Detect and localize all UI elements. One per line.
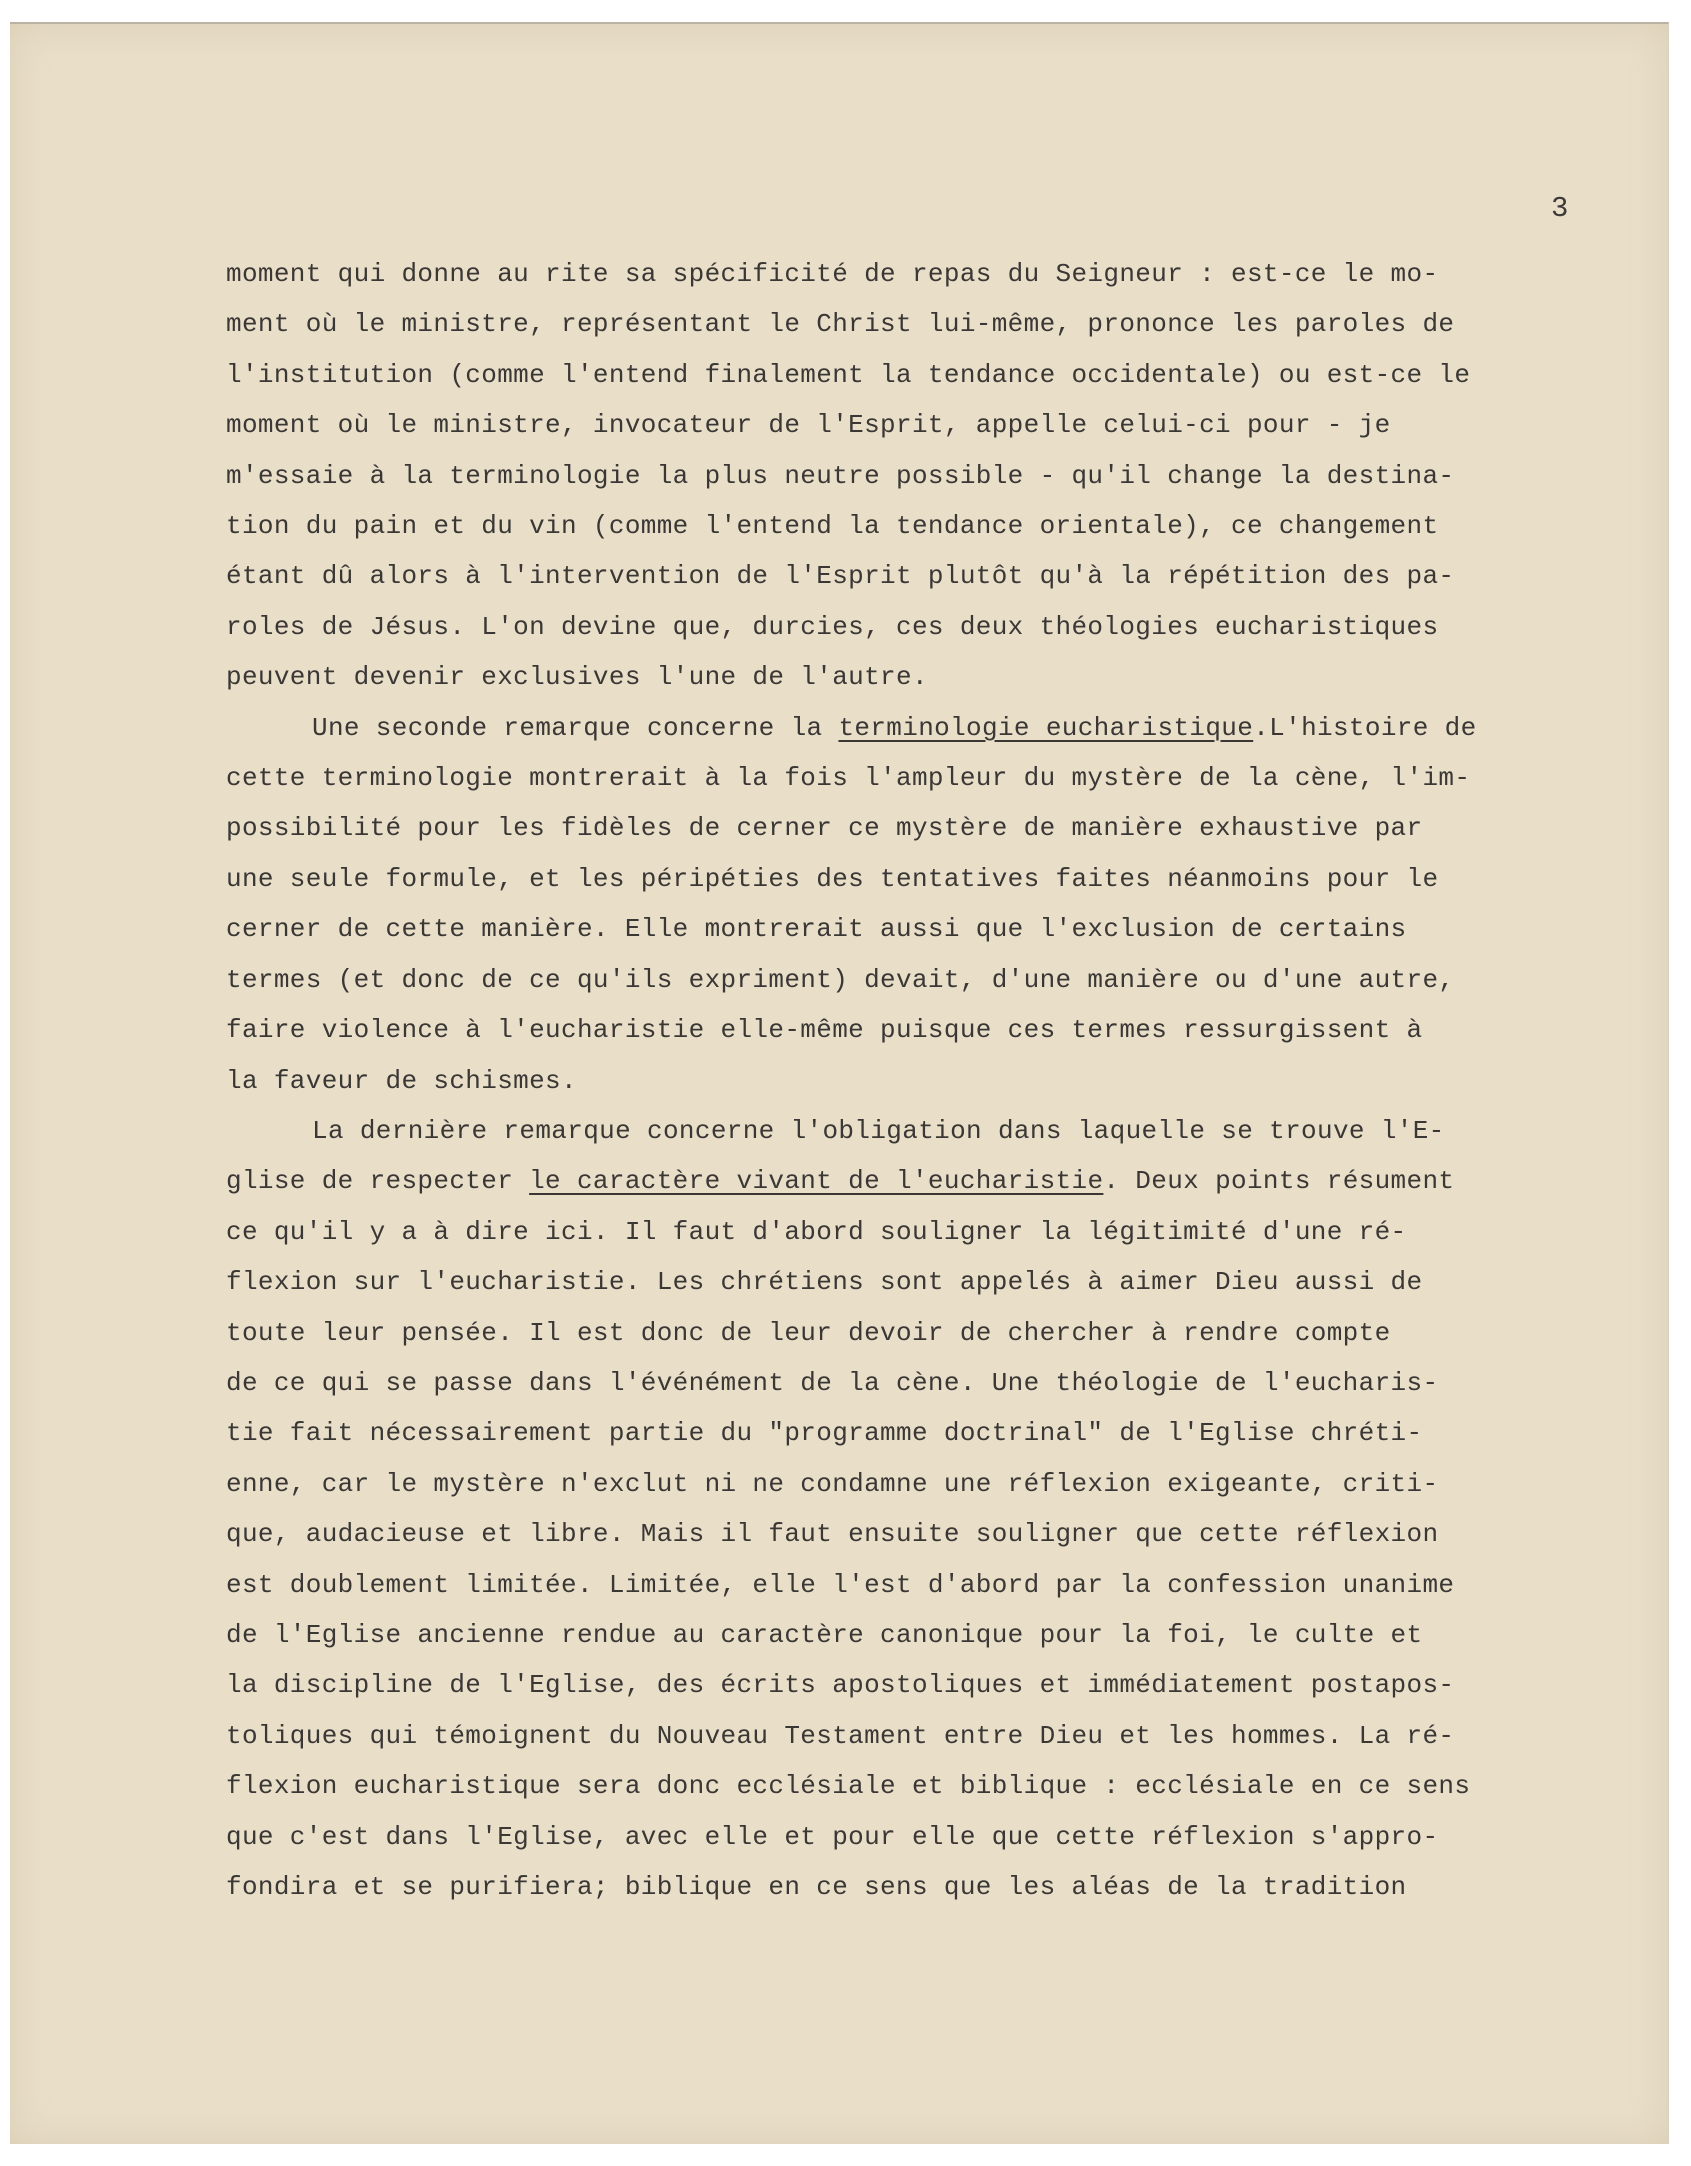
text-line (226, 1156, 1646, 1206)
text-line: flexion eucharistique sera donc ecclésiale et biblique : ecclésiale en ce sens (226, 1771, 1471, 1802)
text-line: moment qui donne au rite sa spécificité de repas du Seigneur : est-ce le mo- (226, 259, 1439, 289)
text-line: enne, car le mystère n'exclut ni ne condamne une réflexion exigeante, criti- (226, 1468, 1439, 1499)
text-line: flexion sur l'eucharistie. Les chrétiens sont appelés à aimer Dieu aussi de (226, 1267, 1423, 1298)
text-line: étant dû alors à l'intervention de l'Esprit plutôt qu'à la répétition des pa- (226, 561, 1455, 592)
underlined-term: le caractère vivant de l'eucharistie (529, 1166, 1104, 1197)
text-line: tie fait nécessairement partie du "programme doctrinal" de l'Eglise chréti- (226, 1418, 1423, 1449)
text-line: est doublement limitée. Limitée, elle l'est d'abord par la confession unanime (226, 1569, 1455, 1600)
body-text (226, 249, 1646, 1912)
text-run: .L'histoire de (1253, 712, 1477, 743)
text-line: cette terminologie montrerait à la fois l'ampleur du mystère de la cène, l'im- (226, 763, 1471, 794)
typewritten-page (10, 22, 1669, 2144)
text-line: m'essaie à la terminologie la plus neutre possible - qu'il change la destina- (226, 460, 1455, 491)
text-line: que, audacieuse et libre. Mais il faut ensuite souligner que cette réflexion (226, 1519, 1439, 1550)
text-line: roles de Jésus. L'on devine que, durcies, ces deux théologies eucharistiques (226, 611, 1439, 642)
text-run: Une seconde remarque concerne la (312, 712, 839, 743)
text-line: ment où le ministre, représentant le Christ lui-même, prononce les paroles de (226, 309, 1455, 340)
text-line: fondira et se purifiera; biblique en ce sens que les aléas de la tradition (226, 1872, 1407, 1902)
text-line: termes (et donc de ce qu'ils expriment) devait, d'une manière ou d'une autre, (226, 964, 1455, 995)
text-line: toute leur pensée. Il est donc de leur devoir de chercher à rendre compte (226, 1317, 1391, 1348)
text-run: . Deux points résument (1103, 1166, 1455, 1197)
text-line: la discipline de l'Eglise, des écrits apostoliques et immédiatement postapos- (226, 1670, 1455, 1701)
page-number: 3 (1551, 192, 1569, 225)
text-line: cerner de cette manière. Elle montrerait aussi que l'exclusion de certains (226, 914, 1407, 945)
text-line: la faveur de schismes. (226, 1065, 577, 1096)
text-line: ce qu'il y a à dire ici. Il faut d'abord souligner la légitimité d'une ré- (226, 1216, 1407, 1247)
underlined-term: terminologie eucharistique (838, 712, 1254, 743)
text-line: que c'est dans l'Eglise, avec elle et pour elle que cette réflexion s'appro- (226, 1821, 1439, 1852)
text-line-indented (226, 703, 1646, 753)
text-line: toliques qui témoignent du Nouveau Testament entre Dieu et les hommes. La ré- (226, 1720, 1455, 1751)
text-line: une seule formule, et les péripéties des tentatives faites néanmoins pour le (226, 863, 1439, 894)
text-run: glise de respecter (226, 1166, 530, 1197)
text-line-indented: La dernière remarque concerne l'obligation dans laquelle se trouve l'E- (312, 1115, 1445, 1146)
text-line: peuvent devenir exclusives l'une de l'autre. (226, 662, 928, 693)
text-line: de l'Eglise ancienne rendue au caractère canonique pour la foi, le culte et (226, 1619, 1423, 1650)
text-line: possibilité pour les fidèles de cerner ce mystère de manière exhaustive par (226, 813, 1423, 844)
text-line: faire violence à l'eucharistie elle-même puisque ces termes ressurgissent à (226, 1015, 1423, 1046)
text-line: moment où le ministre, invocateur de l'Esprit, appelle celui-ci pour - je (226, 410, 1391, 441)
text-line: l'institution (comme l'entend finalement la tendance occidentale) ou est-ce le (226, 359, 1471, 390)
text-line: tion du pain et du vin (comme l'entend la tendance orientale), ce changement (226, 511, 1439, 542)
text-line: de ce qui se passe dans l'événément de la cène. Une théologie de l'eucharis- (226, 1367, 1439, 1398)
